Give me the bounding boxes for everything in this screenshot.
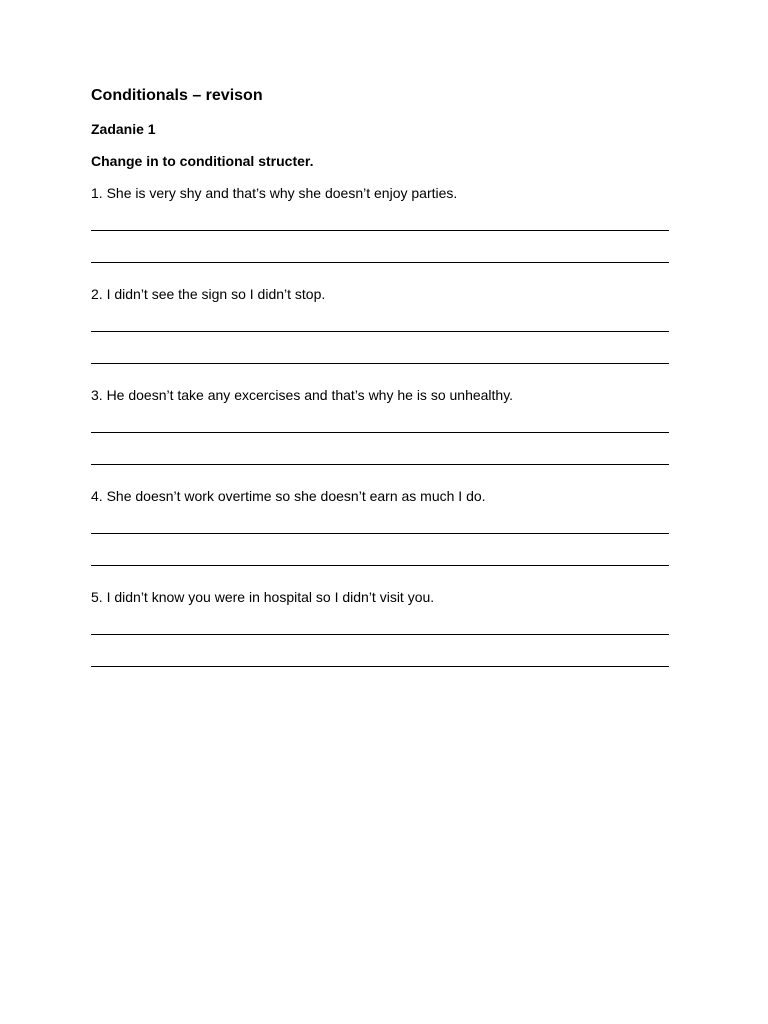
page-title: Conditionals – revison (91, 87, 263, 104)
question-text: 3. He doesn’t take any excercises and that’s why he is so unhealthy. (91, 387, 514, 403)
question-item (91, 588, 671, 667)
answer-line[interactable] (91, 363, 669, 364)
question-text: 2. I didn’t see the sign so I didn’t stop. (91, 286, 326, 302)
answer-line[interactable] (91, 634, 669, 635)
question-text: 4. She doesn’t work overtime so she doesn’t earn as much I do. (91, 488, 486, 504)
answer-line[interactable] (91, 432, 669, 433)
answer-line[interactable] (91, 666, 669, 667)
answer-line[interactable] (91, 331, 669, 332)
question-item (91, 184, 671, 263)
question-item (91, 386, 671, 465)
question-item (91, 487, 671, 566)
question-item (91, 285, 671, 364)
task-instruction: Change in to conditional structer. (91, 153, 314, 169)
task-label: Zadanie 1 (91, 121, 156, 137)
question-text: 5. I didn’t know you were in hospital so I didn’t visit you. (91, 589, 435, 605)
worksheet-page (91, 86, 671, 679)
question-text: 1. She is very shy and that’s why she doesn’t enjoy parties. (91, 185, 458, 201)
answer-line[interactable] (91, 533, 669, 534)
answer-line[interactable] (91, 565, 669, 566)
answer-line[interactable] (91, 262, 669, 263)
answer-line[interactable] (91, 464, 669, 465)
answer-line[interactable] (91, 230, 669, 231)
